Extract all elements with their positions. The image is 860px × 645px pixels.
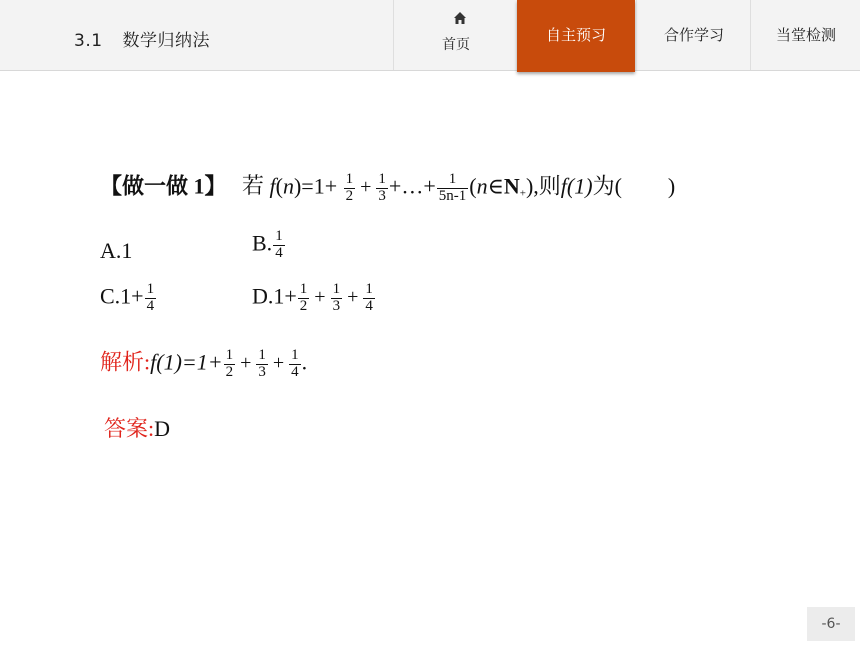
func-f: f (269, 173, 276, 199)
section-number: 3.1 (74, 31, 103, 51)
set-N: N (503, 173, 520, 199)
fraction-1-3: $\frac{1}{3}$ (258, 347, 266, 380)
fraction-1-4: $\frac{1}{4}$ (275, 228, 283, 261)
set-subscript: + (519, 187, 526, 200)
solution-expr: f(1)=1+ (150, 349, 223, 375)
fraction-1-5n-1: $\frac{1}{5n-1}$ (438, 171, 467, 204)
option-b (252, 229, 286, 262)
var-n: n (476, 173, 488, 199)
answer-colon: : (148, 416, 155, 441)
option-b-prefix: B. (252, 230, 273, 256)
option-d-prefix: D.1+ (252, 283, 297, 309)
question-text: 为( (592, 173, 622, 199)
plus-sign: + (272, 352, 285, 375)
plus-sign: + (360, 176, 372, 199)
paren: ( (275, 173, 283, 199)
nav-home[interactable] (393, 0, 518, 70)
problem-lead: 若 (242, 173, 265, 199)
home-icon (453, 11, 467, 29)
plus-sign: + (314, 286, 326, 309)
ellipsis: +…+ (388, 173, 436, 199)
page-number: -6- (807, 607, 855, 641)
problem-tag: 【做一做 1】 (100, 173, 227, 199)
nav-cooperate-label: 合作学习 (663, 26, 724, 44)
nav-test[interactable] (750, 0, 860, 70)
plus-sign: + (347, 286, 359, 309)
page-title (74, 26, 210, 51)
fraction-1-2: $\frac{1}{2}$ (225, 347, 234, 380)
option-a-text: A.1 (100, 238, 133, 263)
option-c (100, 282, 157, 315)
option-d (252, 282, 376, 315)
answer-value: D (154, 416, 171, 441)
element-of-symbol: ∈ (487, 173, 504, 199)
option-a (100, 240, 132, 262)
nav-preview-label: 自主预习 (545, 26, 606, 44)
plus-sign: + (240, 352, 252, 375)
paren: ) (667, 173, 676, 199)
answer (104, 418, 170, 441)
nav-preview[interactable] (517, 0, 635, 72)
fraction-1-3: $\frac{1}{3}$ (378, 171, 386, 204)
nav-test-label: 当堂检测 (775, 26, 836, 44)
then-text: ),则 (525, 173, 561, 199)
fraction-1-2: $\frac{1}{2}$ (345, 171, 354, 204)
nav-cooperate[interactable] (636, 0, 751, 70)
problem-statement (100, 172, 675, 205)
var-n: n (282, 173, 294, 199)
paren: ( (469, 173, 477, 199)
solution-colon: : (144, 349, 151, 375)
section-title: 数学归纳法 (122, 31, 211, 51)
fraction-1-2: $\frac{1}{2}$ (299, 281, 308, 314)
answer-label: 答案 (104, 417, 149, 442)
fraction-1-4: $\frac{1}{4}$ (365, 281, 373, 314)
fraction-1-3: $\frac{1}{3}$ (332, 281, 341, 314)
eq-text: )=1+ (293, 173, 338, 199)
solution (100, 348, 307, 381)
option-c-prefix: C.1+ (100, 283, 144, 309)
fraction-1-4: $\frac{1}{4}$ (146, 281, 155, 314)
nav-home-label: 首页 (442, 37, 470, 53)
solution-label: 解析 (100, 350, 145, 376)
f-of-1: f(1) (560, 173, 593, 199)
fraction-1-4: $\frac{1}{4}$ (291, 347, 299, 380)
period: . (301, 349, 308, 375)
top-bar (0, 0, 860, 71)
